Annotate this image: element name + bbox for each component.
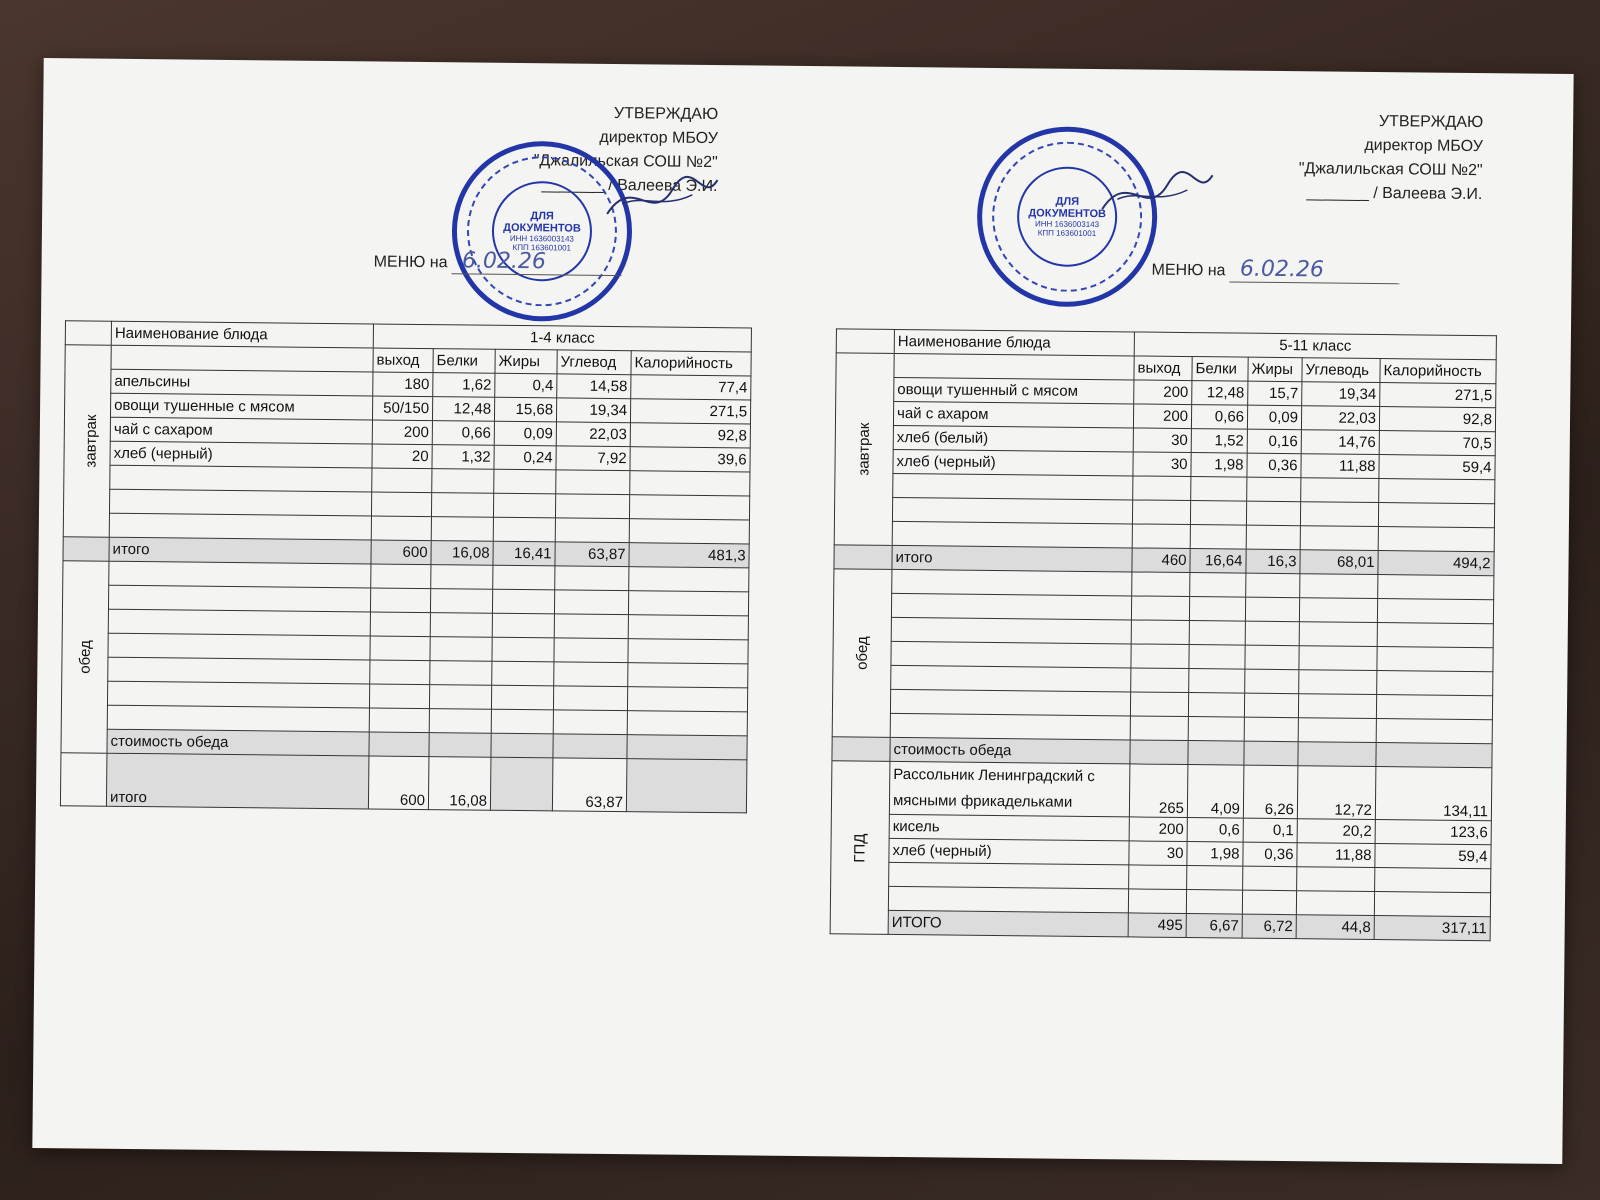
stamp-text-2: ДОКУМЕНТОВ: [1028, 207, 1107, 221]
header-out: выход: [373, 348, 433, 373]
menu-table-1-4: [60, 320, 752, 813]
table-row: хлеб (черный) 30 1,98 0,36 11,88 59,4: [831, 838, 1491, 869]
header-dish: Наименование блюда: [894, 329, 1134, 356]
lunch-cost-row: стоимость обеда: [832, 737, 1492, 768]
table-row: овощи тушенные с мясом 50/150 12,48 15,68 19,34 271,5: [64, 393, 750, 424]
section-lunch: обед: [832, 569, 892, 738]
header-class: 5-11 класс: [1134, 332, 1496, 360]
approve-position: директор МБОУ: [599, 128, 719, 148]
menu-date-line: [374, 247, 623, 276]
menu-label: МЕНЮ на: [1151, 261, 1226, 280]
stamp-kpp: КПП 163601001: [1037, 228, 1097, 239]
header-protein: Белки: [433, 349, 495, 374]
header-carbs: Углевод: [557, 350, 631, 375]
header-protein: Белки: [1192, 357, 1248, 382]
breakfast-total-row: итого 460 16,64 16,3 68,01 494,2: [834, 545, 1494, 576]
stamp-kpp: КПП 163601001: [512, 242, 572, 253]
approve-position: директор МБОУ: [1364, 136, 1483, 156]
approve-title: УТВЕРЖДАЮ: [1378, 113, 1484, 132]
menu-date-line: [1151, 256, 1400, 285]
table-row: хлеб (черный) 20 1,32 0,24 7,92 39,6: [64, 441, 750, 472]
lunch-cost-row: стоимость обеда: [61, 729, 747, 760]
menu-date: 6.02.26: [452, 248, 622, 276]
lunch-total-row: итого 600 16,08 63,87: [60, 753, 747, 813]
table-row: ГПД Рассольник Ленинградский с мясными фрикадельками 265 4,09 6,26 12,72 134,11: [831, 761, 1492, 821]
table-row: чай с ахаром 200 0,66 0,09 22,03 92,8: [835, 401, 1495, 432]
section-gpd: ГПД: [830, 761, 890, 935]
breakfast-total-row: итого 600 16,08 16,41 63,87 481,3: [63, 537, 749, 568]
header-out: выход: [1134, 356, 1192, 381]
section-breakfast: завтрак: [63, 345, 111, 537]
table-row: апельсины 180 1,62 0,4 14,58 77,4: [65, 369, 751, 400]
stamp-text-2: ДОКУМЕНТОВ: [503, 221, 581, 235]
approve-school: "Джалильская СОШ №2": [1298, 160, 1483, 180]
table-row: кисель 200 0,6 0,1 20,2 123,6: [831, 814, 1491, 845]
section-lunch: обед: [61, 561, 109, 753]
header-class: 1-4 класс: [373, 324, 751, 352]
signature-icon: [602, 164, 723, 235]
menu-date: 6.02.26: [1230, 256, 1400, 284]
section-breakfast: завтрак: [834, 353, 894, 546]
table-row: овощи тушенный с мясом 200 12,48 15,7 19,34 271,5: [836, 377, 1496, 408]
header-fat: Жиры: [495, 349, 557, 374]
header-dish: Наименование блюда: [111, 321, 373, 348]
stamp-inn: ИНН 1636003143: [509, 233, 574, 244]
stamp-text-1: ДЛЯ: [530, 210, 554, 223]
table-row: хлеб (черный) 30 1,98 0,36 11,88 59,4: [835, 449, 1495, 480]
table-row: чай с сахаром 200 0,66 0,09 22,03 92,8: [64, 417, 750, 448]
approve-school: "Джалильская СОШ №2": [533, 152, 718, 172]
menu-label: МЕНЮ на: [373, 253, 448, 272]
table-row: хлеб (белый) 30 1,52 0,16 14,76 70,5: [835, 425, 1495, 456]
signature-icon: [1097, 159, 1218, 230]
header-carbs: Углеводь: [1302, 358, 1380, 383]
gpd-total-row: ИТОГО 495 6,67 6,72 44,8 317,11: [830, 910, 1490, 941]
approve-signature-line: _______ / Валеева Э.И.: [541, 176, 718, 196]
stamp-inn: ИНН 1636003143: [1035, 219, 1100, 230]
approve-signature-line: _______ / Валеева Э.И.: [1306, 184, 1483, 204]
menu-sheet: [32, 58, 1573, 1164]
stamp-text-1: ДЛЯ: [1055, 195, 1080, 208]
approve-title: УТВЕРЖДАЮ: [613, 104, 719, 124]
menu-left-half: [32, 58, 808, 1156]
approval-block: [1298, 109, 1483, 207]
menu-right-half: [797, 66, 1573, 1164]
menu-table-5-11: [830, 328, 1497, 941]
header-kcal: Калорийность: [631, 351, 751, 376]
header-kcal: Калорийность: [1380, 359, 1496, 384]
header-fat: Жиры: [1248, 357, 1302, 382]
